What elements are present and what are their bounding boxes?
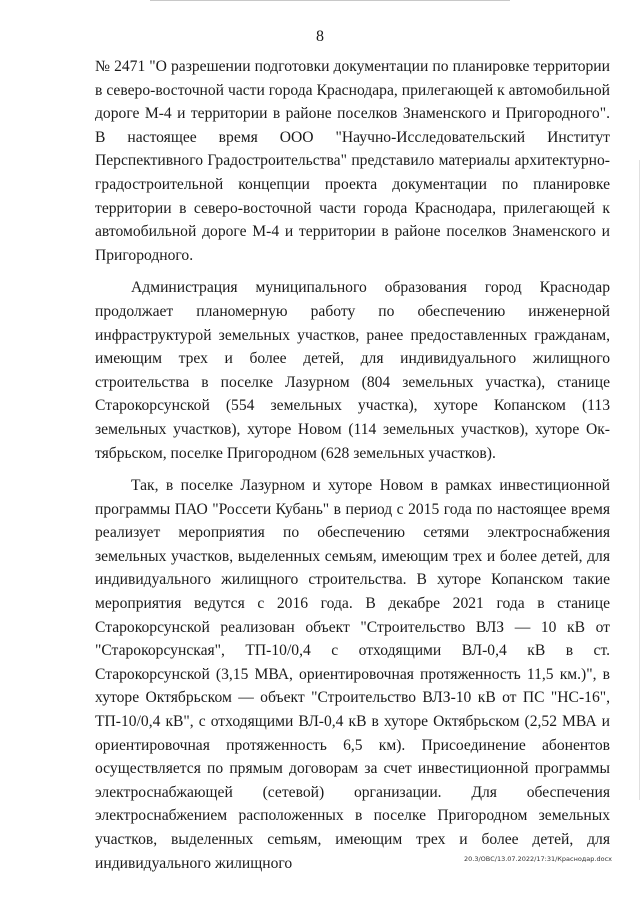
page-number: 8 — [316, 28, 324, 45]
paragraph-1: № 2471 "О разрешении подготовки документации по планировке территории в северо-восточной части города Краснодара, прилегающей к автомобильной дороге М-4 и территории в районе поселков Знаменского и Пригородного". В настоящее время ООО "Научно-Исследовательский Институт Перспективного Градостроительства" представило материалы архитектурно-градостроительной концепции проекта документации по планировке территории в северо-восточной части города Краснодара, прилегающей к автомобильной дороге М-4 и территории в районе поселков Знаменского и Пригородного. — [95, 58, 610, 264]
paragraph-2: Администрация муниципального образования город Краснодар продолжает планомерную работу по обеспечению инженерной инфраструктурой земельных участков, ранее предоставленных гражданам, имеющим трех и более детей, для индивидуального жилищного строительства в поселке Лазурном (804 земельных участка), станице Старокорсунской (554 земельных участка), хуторе Копанском (113 земельных участков), хуторе Новом (114 земельных участков), хуторе Октябрьском, поселке Пригородном (628 земельных участков). — [95, 279, 610, 462]
file-footer: 20.3/ОВС/13.07.2022/17:31/Краснодар.docx — [463, 855, 612, 863]
paragraph-3: Так, в поселке Лазурном и хуторе Новом в рамках инвестиционной программы ПАО "Россети Кубань" в период с 2015 года по настоящее время реализует мероприятия по обеспечению сетями электроснабжения земельных участков, выделенных семьям, имеющим трех и более детей, для индивидуального жилищного строительства. В хуторе Копанском такие мероприятия ведутся с 2016 года. В декабре 2021 года в станице Старокорсунской реализован объект "Строительство ВЛЗ — 10 кВ от "Старокорсунская", ТП-10/0,4 с отходящими ВЛ-0,4 кВ в ст. Старокорсунской (3,15 МВА, ориентировочная протяженность 11,5 км.)", в хуторе Октябрьском — объект "Строительство ВЛЗ-10 кВ от ПС "НС-16", ТП-10/0,4 кВ", с отходящими ВЛ-0,4 кВ в хуторе Октябрьском (2,52 МВА и ориентировочная протяженность 6,5 км). Присоединение абонентов осуществляется по прямым договорам за счет инвестиционной программы электроснабжающей (сетевой) организации. Для обеспечения электроснабжением расположенных в поселке Пригородном земельных участков, выделенных сеmьям, имеющим трех и более детей, для индивидуального жилищного — [95, 477, 610, 872]
scan-top-edge — [150, 0, 510, 3]
body-text — [95, 55, 610, 875]
